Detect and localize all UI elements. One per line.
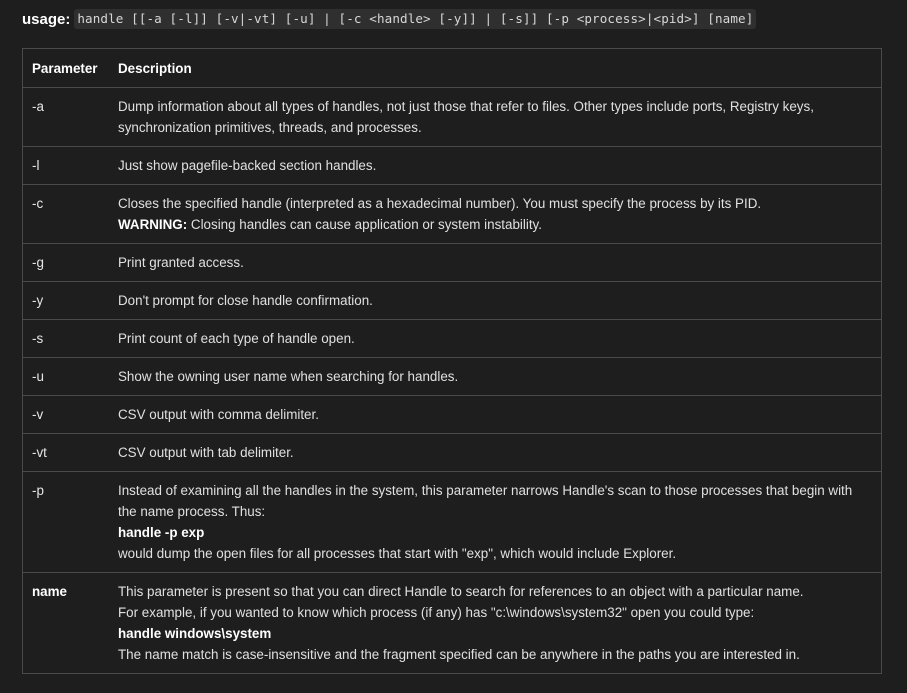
table-row (23, 573, 882, 674)
param-v: -v (23, 396, 110, 434)
usage-syntax-code: handle [[-a [-l]] [-v|-vt] [-u] | [-c <handle> [-y]] | [-s]] [-p <process>|<pid>] [name] (74, 9, 756, 29)
table-row (23, 88, 882, 147)
desc-c-text: Closes the specified handle (interpreted as a hexadecimal number). You must specify the process by its PID. (118, 196, 762, 211)
desc-p-outro: would dump the open files for all processes that start with "exp", which would include Explorer. (118, 546, 677, 561)
table-row (23, 320, 882, 358)
header-parameter: Parameter (23, 49, 110, 88)
desc-vt: CSV output with tab delimiter. (109, 434, 882, 472)
table-row (23, 185, 882, 244)
table-row (23, 472, 882, 573)
table-row (23, 358, 882, 396)
table-row (23, 282, 882, 320)
desc-p (109, 472, 882, 573)
desc-a: Dump information about all types of handles, not just those that refer to files. Other types include ports, Registry keys, synchronization primitives, threads, and processes. (109, 88, 882, 147)
usage-label: usage: (22, 10, 71, 28)
param-u: -u (23, 358, 110, 396)
desc-name-outro: The name match is case-insensitive and the fragment specified can be anywhere in the paths you are interested in. (118, 647, 800, 662)
desc-u: Show the owning user name when searching for handles. (109, 358, 882, 396)
desc-y: Don't prompt for close handle confirmation. (109, 282, 882, 320)
desc-c (109, 185, 882, 244)
param-name: name (23, 573, 110, 674)
desc-l: Just show pagefile-backed section handles. (109, 147, 882, 185)
table-row (23, 434, 882, 472)
table-row (23, 244, 882, 282)
table-row (23, 147, 882, 185)
desc-name-line2: For example, if you wanted to know which process (if any) has "c:\windows\system32" open you could type: (118, 605, 755, 620)
header-description: Description (109, 49, 882, 88)
param-y: -y (23, 282, 110, 320)
desc-name-example: handle windows\system (118, 626, 272, 641)
desc-g: Print granted access. (109, 244, 882, 282)
desc-p-intro: Instead of examining all the handles in the system, this parameter narrows Handle's scan to those processes that begin with the name process. Thus: (118, 483, 853, 519)
param-p: -p (23, 472, 110, 573)
desc-name (109, 573, 882, 674)
param-c: -c (23, 185, 110, 244)
desc-v: CSV output with comma delimiter. (109, 396, 882, 434)
param-g: -g (23, 244, 110, 282)
table-header-row (23, 49, 882, 88)
desc-name-line1: This parameter is present so that you can direct Handle to search for references to an object with a particular name. (118, 584, 804, 599)
parameters-table (22, 48, 882, 674)
usage-line (22, 9, 756, 29)
param-vt: -vt (23, 434, 110, 472)
desc-c-warning (118, 214, 873, 235)
param-a: -a (23, 88, 110, 147)
table-row (23, 396, 882, 434)
warning-label: WARNING: (118, 217, 188, 232)
param-s: -s (23, 320, 110, 358)
desc-p-example: handle -p exp (118, 525, 205, 540)
param-l: -l (23, 147, 110, 185)
desc-s: Print count of each type of handle open. (109, 320, 882, 358)
warning-text: Closing handles can cause application or system instability. (187, 217, 542, 232)
